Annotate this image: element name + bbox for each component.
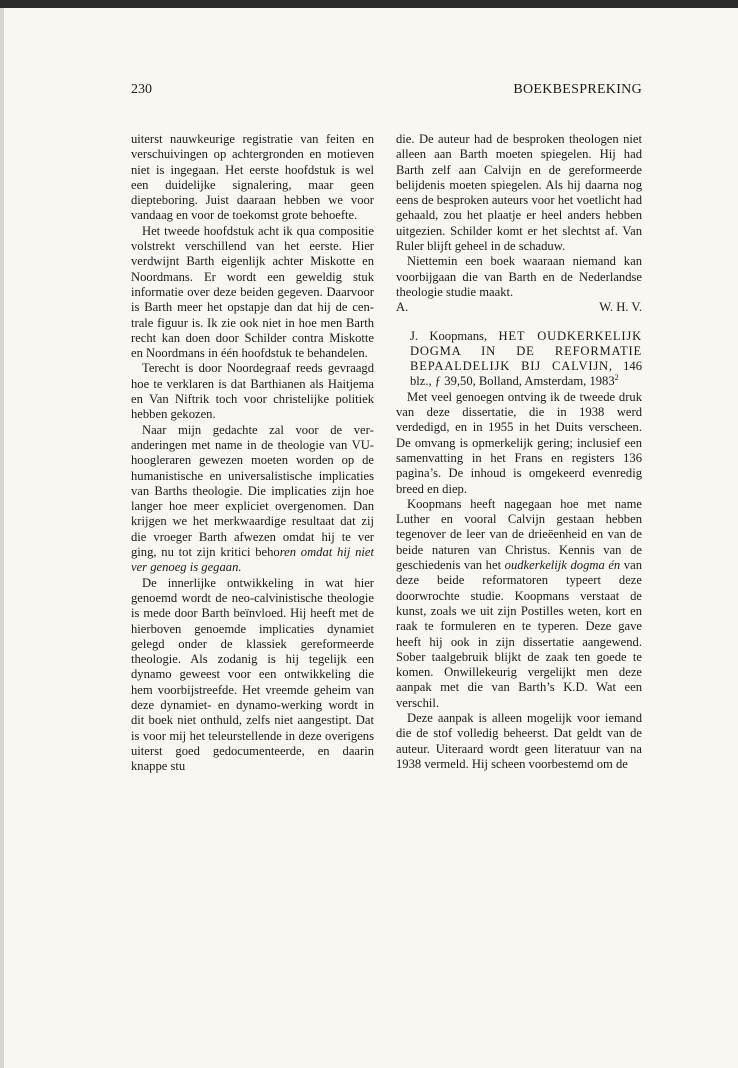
paragraph	[396, 497, 642, 711]
paragraph-text: Koopmans heeft nagegaan hoe met name Luther en vooral Calvijn gestaan hebben tegenover de leer van de drieëenheid en van de beide naturen van Christus. Kennis van de geschiedenis van het	[396, 496, 642, 573]
italic-text: én	[608, 558, 621, 573]
citation-details: 146 blz., ƒ 39,50, Bolland, Amsterdam, 1983	[410, 359, 642, 389]
paragraph: Deze aanpak is alleen mogelijk voor iemand die de stof volledig beheerst. Dat geldt van de auteur. Uiteraard wordt geen literatuur van na 1938 vermeld. Hij scheen voorbestemd om de	[396, 710, 642, 771]
citation-author: J. Koopmans,	[410, 328, 488, 343]
paragraph: Niettemin een boek waaraan niemand kan voorbijgaan die van Barth en de Nederlandse theologie studie maakt.	[396, 254, 642, 299]
reviewer-signature	[396, 300, 642, 315]
book-citation	[396, 329, 642, 390]
paragraph: uiterst nauwkeurige registratie van feiten en verschuivingen op achtergronden en motieven niet is ingegaan. Het eerste hoofdstuk is wel een duidelijke signalering, maar geen diepteboring. Juist daaraan hebben we voor vandaag en voor de toekomst grote behoefte.	[131, 132, 374, 223]
paragraph-text: Naar mijn gedachte zal voor de veranderingen met name in de theologie van VU-hoogleraren gewezen moeten worden op de humanistische en universalistische implicaties van Barths theologie. Die implicaties zijn hoe langer hoe meer expliciet overgenomen. Dan krijgen we het merkwaardige resultaat dat zij die vroeger Barth afwezen omdat hij te ver ging, nu tot zijn kritici beho	[131, 422, 374, 560]
running-head: BOEKBESPREKING	[513, 82, 642, 97]
citation-title: HET OUDKERKELIJK DOGMA IN DE REFORMATIE BEPAALDELIJK BIJ CALVIJN,	[410, 328, 642, 374]
paragraph: Met veel genoegen ontving ik de tweede druk van deze dissertatie, die in 1938 werd verdedigd, en in 1955 in het Duits verscheen. De omvang is opmerkelijk gering; inclusief een samenvatting in het Frans en registers 136 pagina’s. De inhoud is omgekeerd evenredig breed en diep.	[396, 389, 642, 496]
left-column	[131, 132, 374, 774]
footnote-marker: 2	[614, 373, 619, 383]
paragraph: Terecht is door Noordegraaf reeds gevraagd hoe te verklaren is dat Barthianen als Haitjema en Van Niftrik toch voor christelijke politiek hebben gekozen.	[131, 361, 374, 422]
signature-reviewer: W. H. V.	[599, 300, 642, 315]
right-column	[396, 132, 642, 772]
book-page	[4, 8, 738, 1068]
paragraph	[131, 423, 374, 576]
paragraph: Het tweede hoofdstuk acht ik qua compositie volstrekt verschillend van het eerste. Hier verdwijnt Barth eigenlijk achter Miskotte en Noordmans. Er wordt een geweldig stuk informatie over deze beiden gegeven. Daarvoor is Barth meer het opstapje dan dat hij de centrale figuur is. Ik zie ook niet in hoe men Barth recht kan doen door Schilder contra Miskotte en Noordmans in één hoofdstuk te behandelen.	[131, 223, 374, 361]
page-number: 230	[131, 82, 152, 97]
paragraph-text: van deze beide reformatoren typeert deze doorwrochte studie. Koopmans verstaat de kunst, zoals we uit zijn Postilles weten, kort en raak te formuleren en te typeren. Deze gave heeft hij ook in zijn dissertatie aangewend. Sober taalgebruik blijkt de zaak ten goede te komen. Onwillekeurig vergelijkt men deze aanpak met die van Barth’s K.D. Wat een verschil.	[396, 558, 642, 710]
italic-text: ren omdat hij niet ver genoeg is gegaan.	[131, 545, 374, 575]
paragraph: De innerlijke ontwikkeling in wat hier genoemd wordt de neo-calvinistische theologie is mede door Barth beïnvloed. Hij heeft met de hierboven genoemde implicaties dynamiet gelegd onder de klassiek gereformeerde theologie. Als zodanig is hij tegelijk een dynamo geweest voor een ontwikkeling die hem voorbijstreefde. Het vreemde geheim van deze dynamiet- en dynamo-werking wordt in dit boek niet onthuld, zelfs niet aangestipt. Dat is voor mij het teleurstellende in deze overigens uiterst goed gedocumenteerde, en daarin knappe stu	[131, 575, 374, 774]
paragraph: die. De auteur had de besproken theologen niet alleen aan Barth moeten spiegelen. Hij had Barth zelf aan Calvijn en de gereformeerde belijdenis moeten spiegelen. Als hij daarna nog eens de besproken auteurs voor het voetlicht had gehaald, zou het plaatje er heel anders hebben uitgezien. Schilder komt er het slechtst af. Van Ruler blijft geheel in de schaduw.	[396, 132, 642, 254]
signature-initial: A.	[396, 300, 409, 315]
italic-text: oudkerkelijk dogma	[504, 558, 605, 573]
scan-border-top	[0, 0, 738, 8]
